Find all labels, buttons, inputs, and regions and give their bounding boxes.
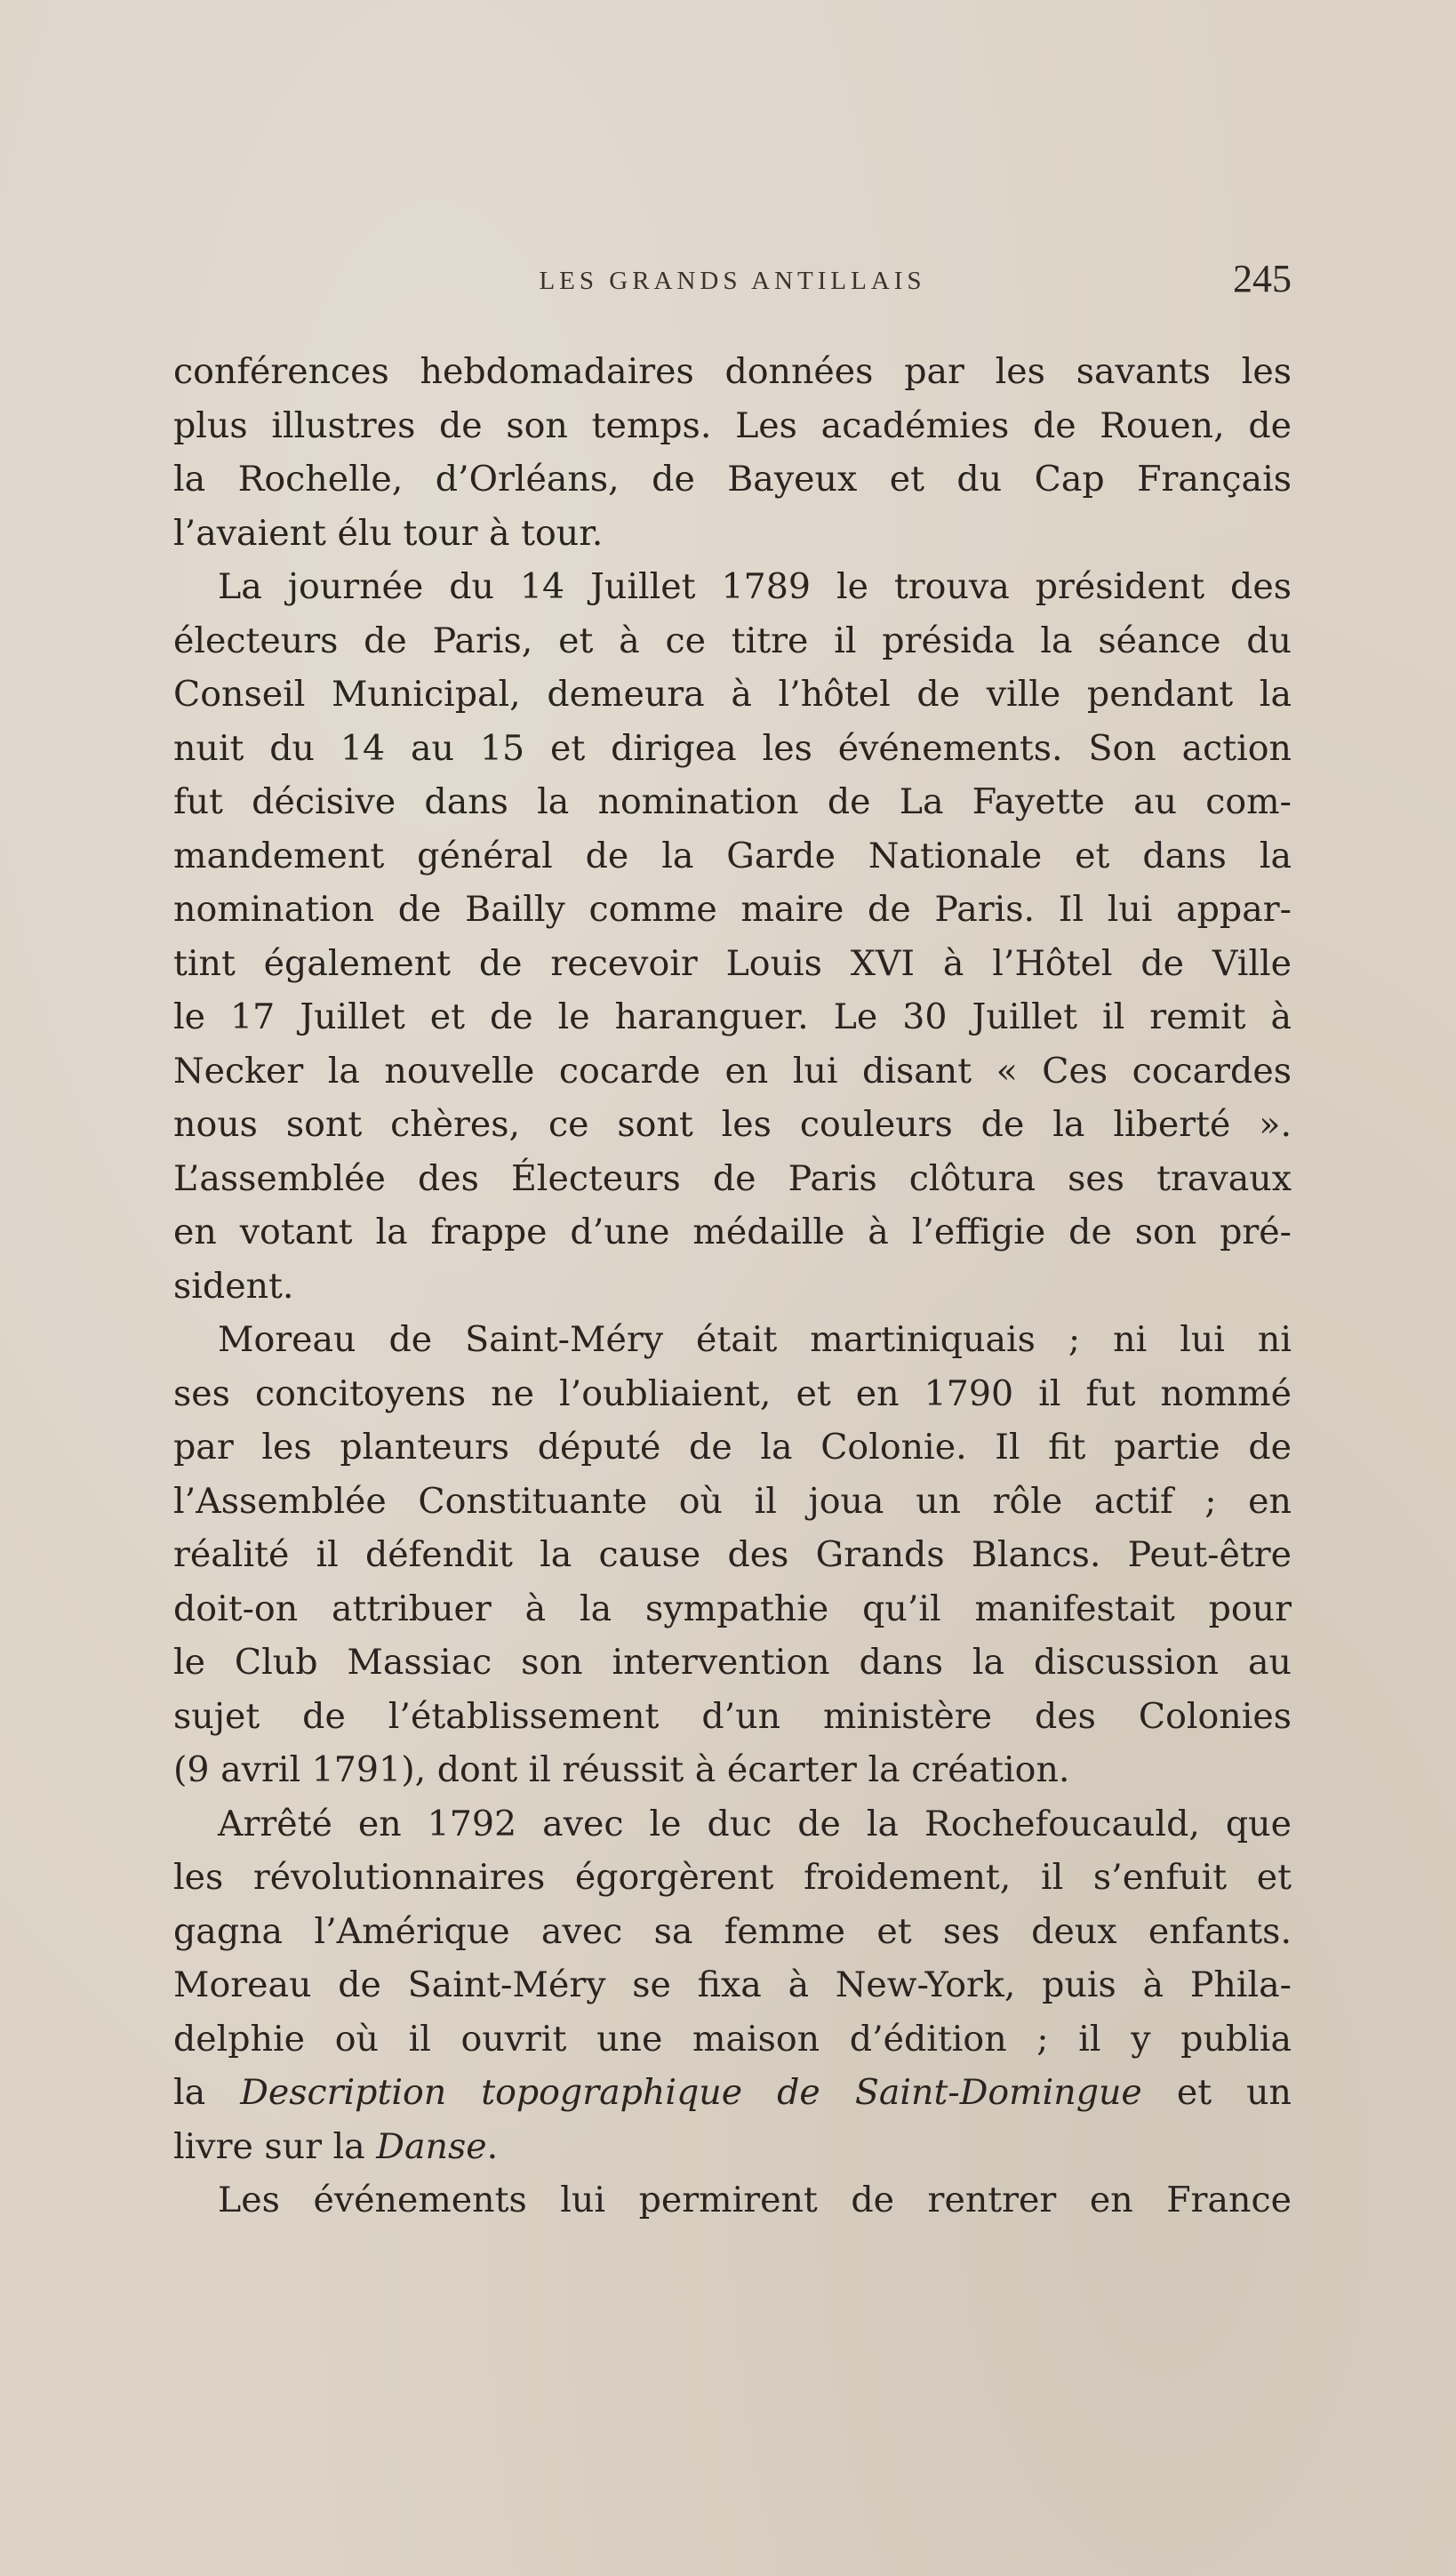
text-line: conférences hebdomadaires données par les savants les <box>173 351 1292 392</box>
text-line: Conseil Municipal, demeura à l’hôtel de ville pendant la <box>173 674 1292 715</box>
text-line: l’Assemblée Constituante où il joua un rôle actif ; en <box>173 1480 1292 1522</box>
text-line: nuit du 14 au 15 et dirigea les événements. Son action <box>173 727 1292 769</box>
text-fragment: et un <box>1141 2072 1292 2113</box>
text-line: réalité il défendit la cause des Grands Blancs. Peut-être <box>173 1534 1292 1575</box>
text-line: Les événements lui permirent de rentrer en France <box>218 2180 1292 2220</box>
text-line: Moreau de Saint-Méry se fixa à New-York, puis à Phila- <box>173 1964 1292 2005</box>
text-line: sident. <box>173 1265 294 1307</box>
page-number: 245 <box>1233 257 1292 300</box>
text-line: plus illustres de son temps. Les académies de Rouen, de <box>173 404 1292 446</box>
text-line: sujet de l’établissement d’un ministère des Colonies <box>173 1695 1292 1737</box>
text-fragment: . <box>486 2125 499 2167</box>
text-line: doit-on attribuer à la sympathie qu’il manifestait pour <box>173 1588 1292 1629</box>
text-line: l’avaient élu tour à tour. <box>173 512 604 554</box>
body-text <box>173 345 1292 2228</box>
text-line: par les planteurs député de la Colonie. Il fit partie de <box>173 1427 1292 1468</box>
running-head <box>173 256 1292 309</box>
text-line: Necker la nouvelle cocarde en lui disant « Ces cocardes <box>173 1050 1292 1092</box>
text-fragment: la <box>173 2072 241 2113</box>
text-line: nous sont chères, ce sont les couleurs de la liberté ». <box>173 1104 1292 1145</box>
text-fragment: livre sur la <box>173 2125 377 2167</box>
text-line: ses concitoyens ne l’oubliaient, et en 1790 il fut nommé <box>173 1372 1292 1414</box>
italic-title: Description topographique de Saint-Domingue <box>240 2072 1142 2113</box>
text-line: Moreau de Saint-Méry était martiniquais ; ni lui ni <box>218 1319 1292 1360</box>
text-line: delphie où il ouvrit une maison d’édition ; il y publia <box>173 2018 1292 2060</box>
text-line: le Club Massiac son intervention dans la discussion au <box>173 1642 1292 1683</box>
text-line <box>173 2066 1292 2120</box>
text-line: fut décisive dans la nomination de La Fayette au com- <box>173 781 1292 822</box>
text-line: Arrêté en 1792 avec le duc de la Rochefoucauld, que <box>218 1803 1292 1844</box>
text-line: La journée du 14 Juillet 1789 le trouva président des <box>218 566 1292 607</box>
text-line: électeurs de Paris, et à ce titre il présida la séance du <box>173 620 1292 661</box>
text-line: (9 avril 1791), dont il réussit à écarter la création. <box>173 1749 1070 1790</box>
text-line: tint également de recevoir Louis XVI à l’Hôtel de Ville <box>173 942 1292 984</box>
text-line: les révolutionnaires égorgèrent froidement, il s’enfuit et <box>173 1857 1292 1898</box>
text-line: la Rochelle, d’Orléans, de Bayeux et du Cap Français <box>173 459 1292 500</box>
text-line: mandement général de la Garde Nationale et dans la <box>173 835 1292 876</box>
text-line: en votant la frappe d’une médaille à l’effigie de son pré- <box>173 1212 1292 1252</box>
text-line: nomination de Bailly comme maire de Paris. Il lui appar- <box>173 889 1292 930</box>
italic-title: Danse <box>376 2125 487 2167</box>
running-title: LES GRANDS ANTILLAIS <box>539 267 926 295</box>
text-line: L’assemblée des Électeurs de Paris clôtura ses travaux <box>173 1157 1292 1199</box>
text-line: gagna l’Amérique avec sa femme et ses deux enfants. <box>173 1910 1292 1952</box>
text-line <box>173 2120 1292 2174</box>
text-line: le 17 Juillet et de le haranguer. Le 30 Juillet il remit à <box>173 996 1292 1037</box>
